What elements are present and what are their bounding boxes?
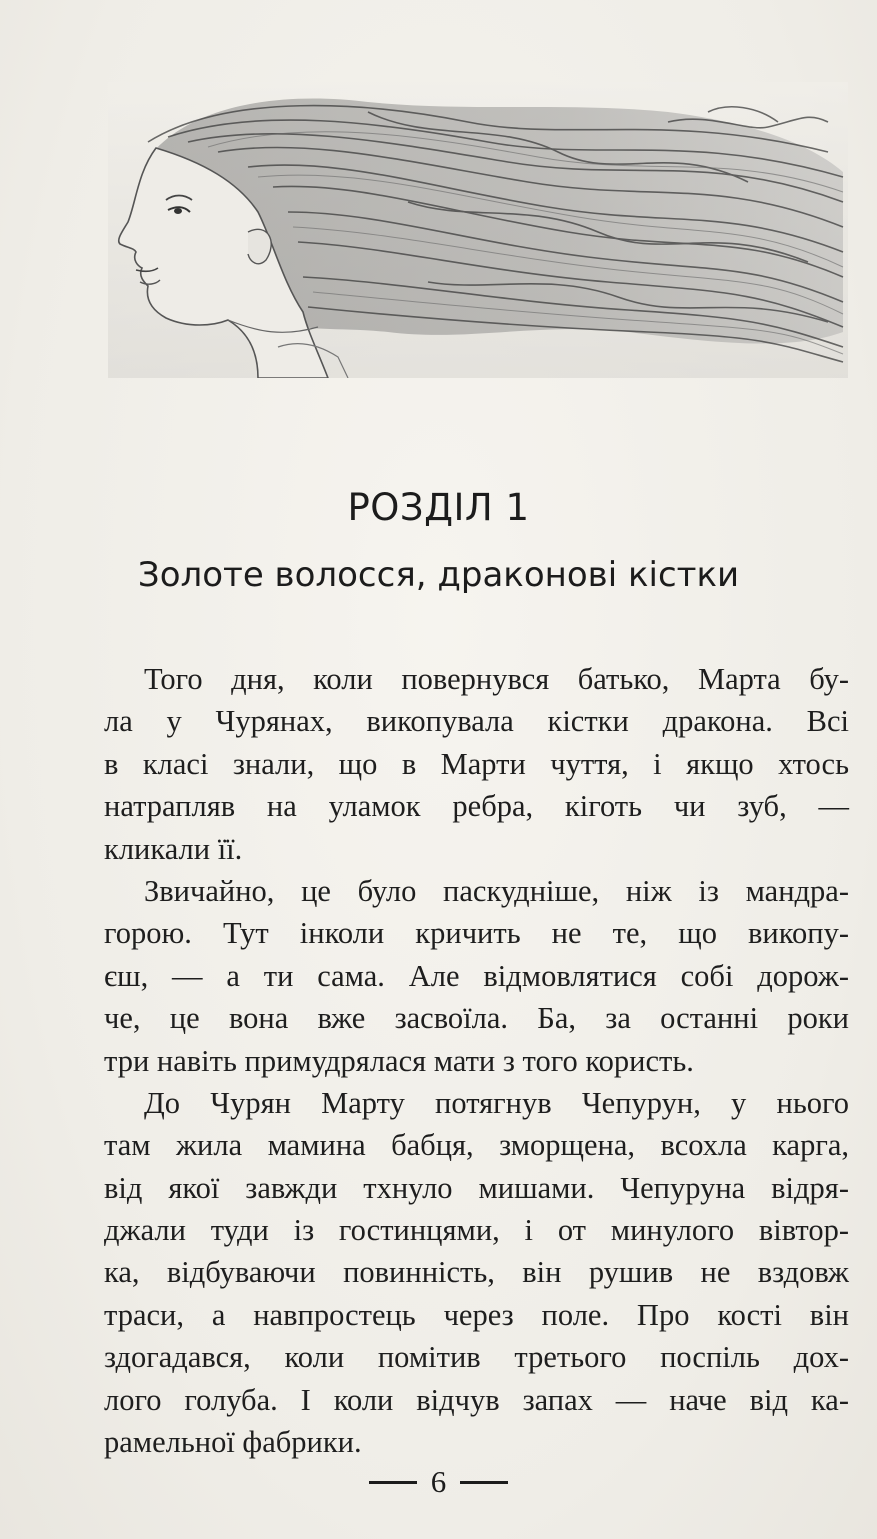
paragraph-3 xyxy=(104,1082,849,1464)
woman-profile-flowing-hair-illustration xyxy=(108,82,848,378)
text-line: джали туди із гостинцями, і от минулого вівтор- xyxy=(104,1213,849,1248)
text-line: там жила мамина бабця, зморщена, всохла карга, xyxy=(104,1128,849,1163)
text-line: натрапляв на уламок ребра, кіготь чи зуб, — xyxy=(104,789,849,824)
text-line: кликали її. xyxy=(104,831,243,866)
text-line: горою. Тут інколи кричить не те, що викопу- xyxy=(104,916,849,951)
text-line: три навіть примудрялася мати з того користь. xyxy=(104,1043,694,1078)
text-line: Того дня, коли повернувся батько, Марта бу- xyxy=(144,662,849,696)
text-line: єш, — а ти сама. Але відмовлятися собі дорож- xyxy=(104,958,849,993)
text-line: ла у Чурянах, викопувала кістки дракона. Всі xyxy=(104,704,849,739)
chapter-number: РОЗДІЛ 1 xyxy=(347,486,530,529)
text-line: в класі знали, що в Марти чуття, і якщо хтось xyxy=(104,746,849,781)
chapter-title: Золоте волосся, драконові кістки xyxy=(137,555,740,595)
text-line: здогадався, коли помітив третього поспіль дох- xyxy=(104,1340,849,1375)
folio-dash-right xyxy=(460,1481,508,1484)
page-number: 6 xyxy=(430,1464,447,1499)
page-number-footer xyxy=(0,1464,877,1500)
text-line: Звичайно, це було паскудніше, ніж із мандра- xyxy=(144,873,849,908)
paragraph-1 xyxy=(104,658,849,870)
text-line: від якої завжди тхнуло мишами. Чепуруна відря- xyxy=(104,1170,849,1205)
text-line: До Чурян Марту потягнув Чепурун, у нього xyxy=(144,1085,849,1120)
text-line: лого голуба. І коли відчув запах — наче від ка- xyxy=(104,1382,849,1417)
body-text xyxy=(104,658,849,1463)
text-line: траси, а навпростець через поле. Про кості він xyxy=(104,1297,849,1332)
text-line: че, це вона вже засвоїла. Ба, за останні роки xyxy=(104,1001,849,1036)
text-line: рамельної фабрики. xyxy=(104,1425,362,1460)
text-line: ка, відбуваючи повинність, він рушив не вздовж xyxy=(104,1255,849,1290)
folio-dash-left xyxy=(369,1481,417,1484)
paragraph-2 xyxy=(104,870,849,1082)
